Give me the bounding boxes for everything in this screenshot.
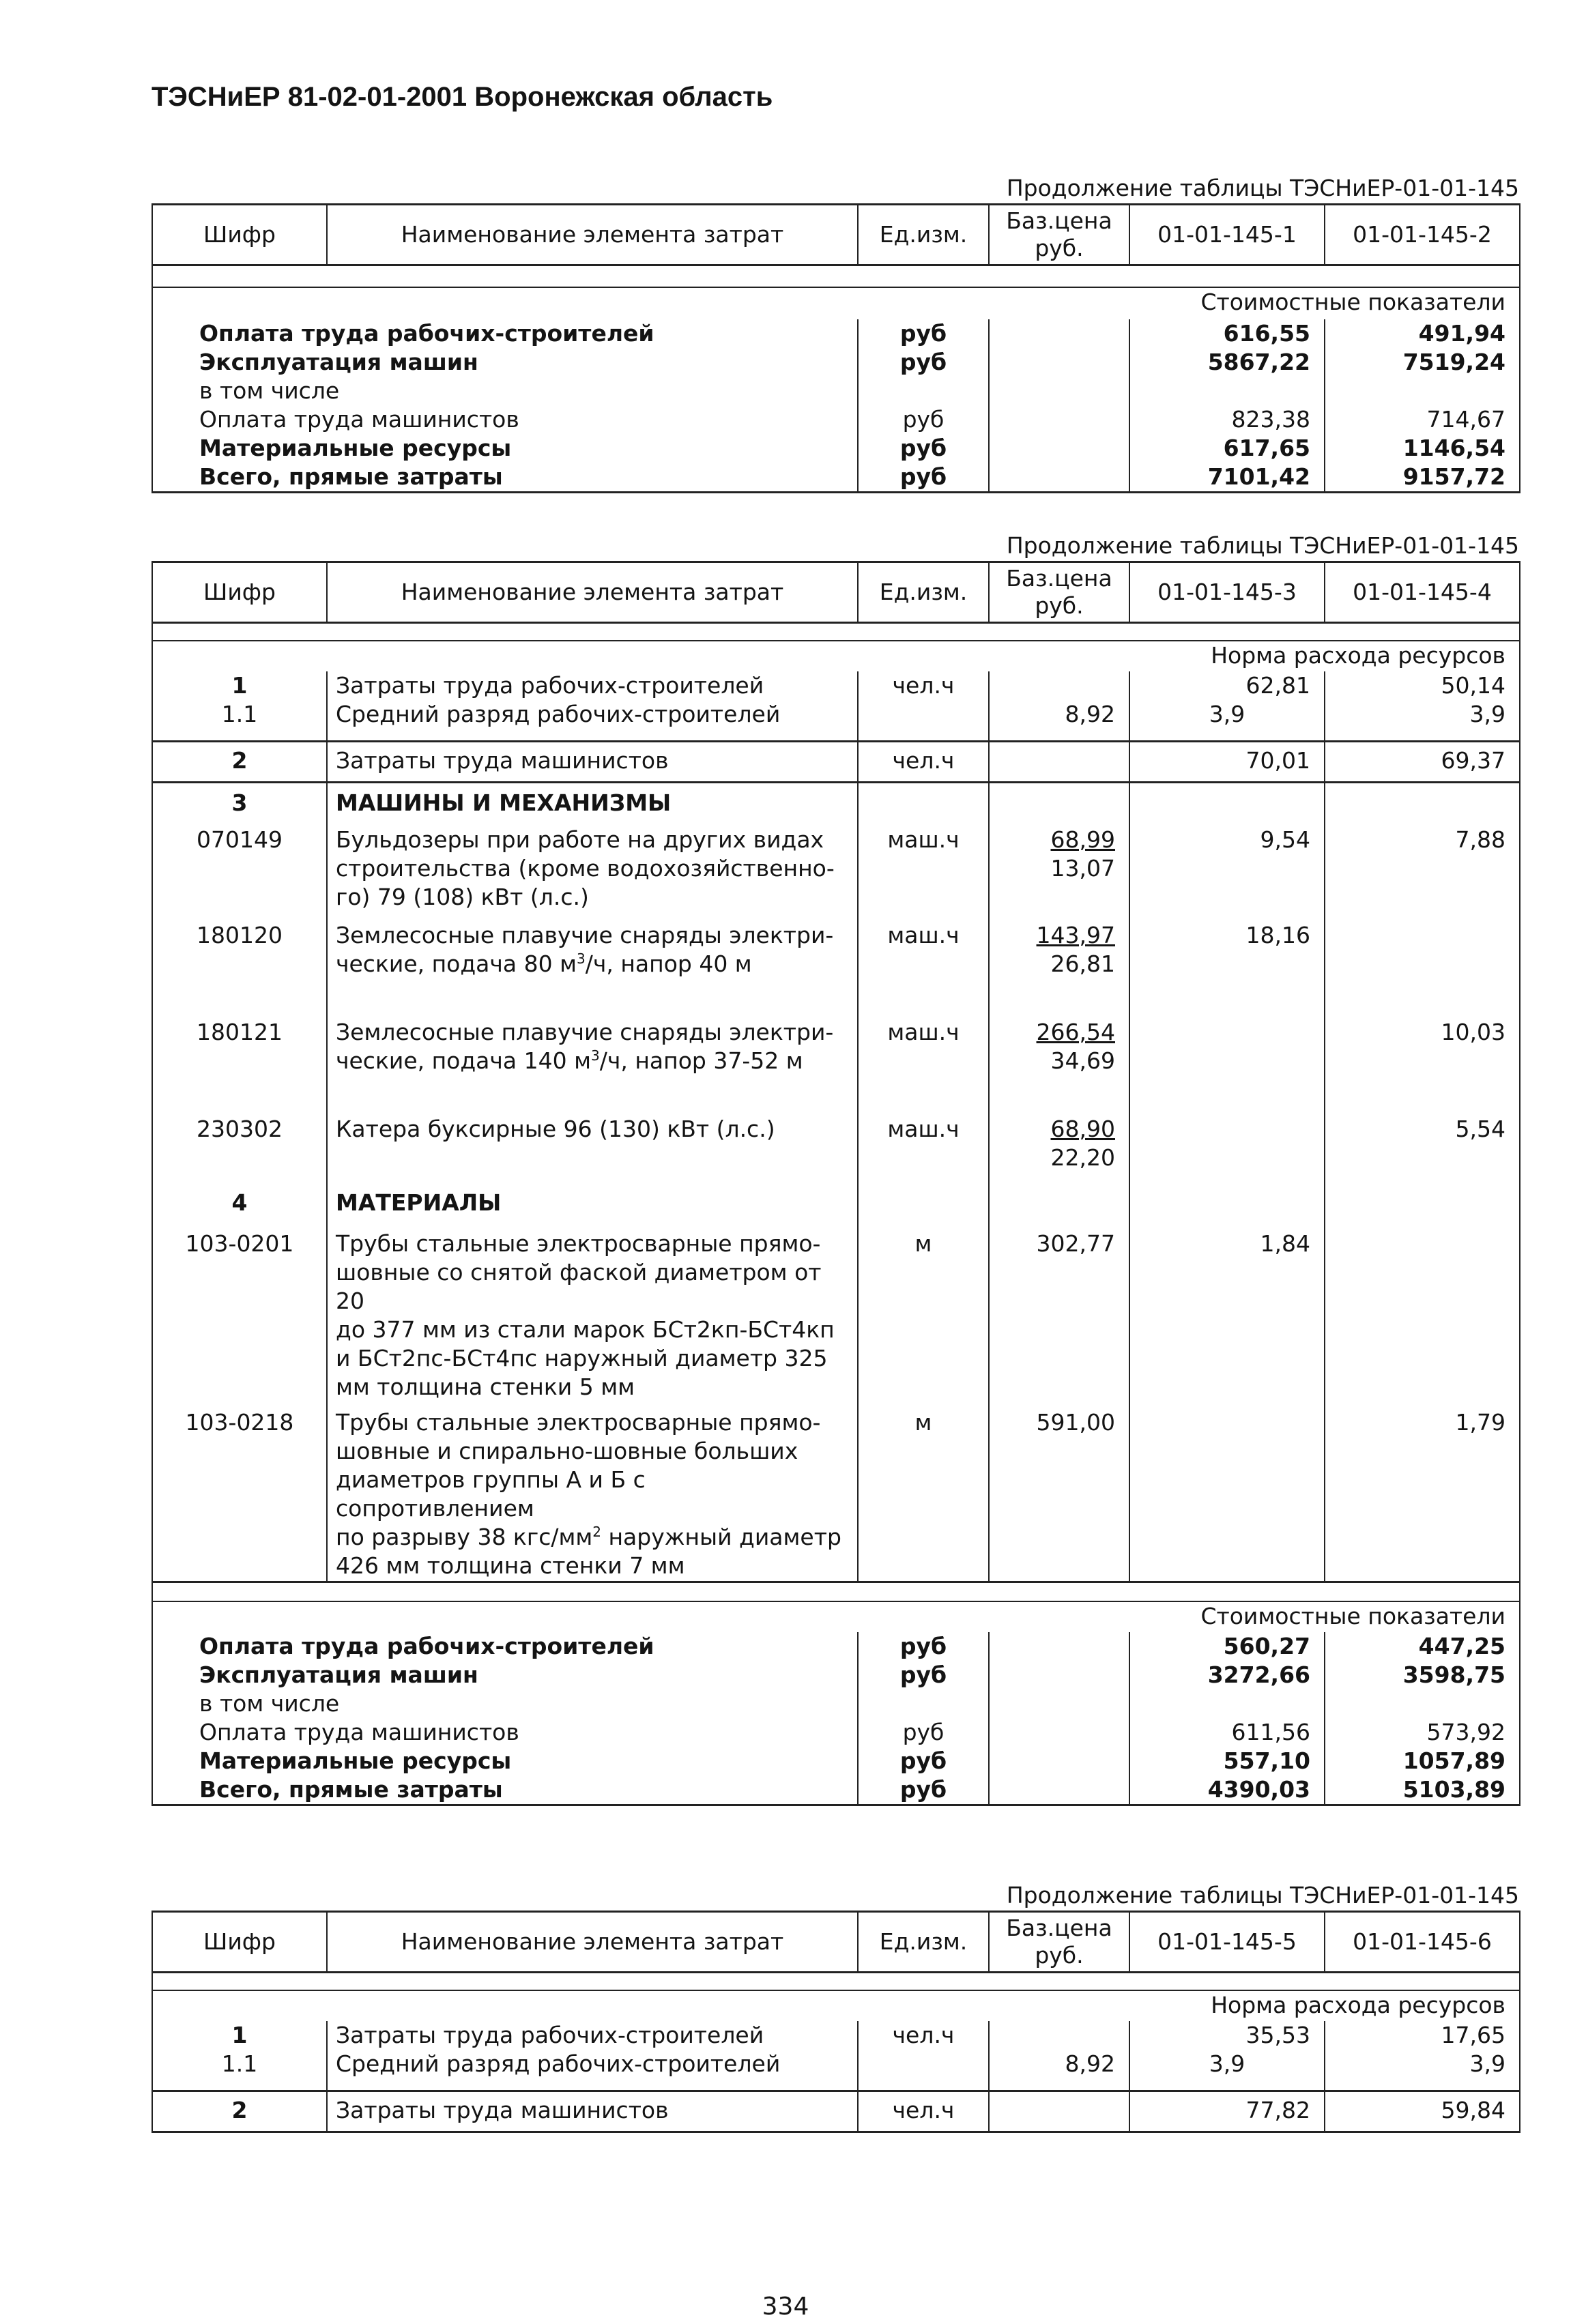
header-col-2: 01-01-145-2 [1325,205,1520,265]
header-base-price: Баз.цена руб. [989,562,1129,623]
header-col-1: 01-01-145-1 [1129,205,1325,265]
header-name: Наименование элемента затрат [327,562,858,623]
section-norm-2: Норма расхода ресурсов [152,641,1520,671]
table-row: 230302 Катера буксирные 96 (130) кВт (л.с.) маш.ч 68,90 22,20 5,54 [152,1115,1520,1189]
table-row: 4 МАТЕРИАЛЫ [152,1189,1520,1230]
section-cost-2: Стоимостные показатели [152,1601,1520,1632]
table-row: 1 Затраты труда рабочих-строителей чел.ч 62,81 50,14 [152,671,1520,700]
table-row: Оплата труда рабочих-строителей руб 560,27 447,25 [152,1632,1520,1661]
table-row: 1 Затраты труда рабочих-строителей чел.ч 35,53 17,65 [152,2021,1520,2050]
table-row: Эксплуатация машин руб 5867,22 7519,24 [152,348,1520,377]
table-row: Оплата труда машинистов руб 823,38 714,67 [152,405,1520,434]
table-continuation-3: Продолжение таблицы ТЭСНиЕР-01-01-145 [1006,1882,1519,1908]
table-row: Всего, прямые затраты руб 7101,42 9157,72 [152,463,1520,493]
cost-table-1 [152,203,1520,493]
table-row: Эксплуатация машин руб 3272,66 3598,75 [152,1661,1520,1689]
table-row: 070149 Бульдозеры при работе на других видах строительства (кроме водохозяйственно- го) 79 (108) кВт (л.с.) маш.ч 68,99 13,07 9,54 7,88 [152,826,1520,921]
header-col-2: 01-01-145-4 [1325,562,1520,623]
header-unit: Ед.изм. [858,562,989,623]
header-base-price: Баз.цена руб. [989,1912,1129,1973]
table-row: 2 Затраты труда машинистов чел.ч 70,01 69,37 [152,741,1520,782]
table-row: в том числе [152,377,1520,405]
header-code: Шифр [152,1912,327,1973]
table-header-row [152,1912,1520,1973]
table-row: 2 Затраты труда машинистов чел.ч 77,82 59,84 [152,2091,1520,2132]
section-cost-1: Стоимостные показатели [152,287,1520,319]
header-base-price: Баз.цена руб. [989,205,1129,265]
table-header-row [152,205,1520,265]
resource-table-2 [152,561,1520,1806]
table-row: 1.1 Средний разряд рабочих-строителей 8,92 3,9 3,9 [152,700,1520,741]
table-row: в том числе [152,1689,1520,1718]
table-header-row [152,562,1520,623]
table-row: Оплата труда машинистов руб 611,56 573,92 [152,1718,1520,1747]
table-row: 180120 Землесосные плавучие снаряды электри- ческие, подача 80 $м^3/ч$, напор 40 м маш.ч 143,97 26,81 18,16 [152,921,1520,1018]
header-code: Шифр [152,205,327,265]
table-row: 3 МАШИНЫ И МЕХАНИЗМЫ [152,782,1520,826]
header-unit: Ед.изм. [858,205,989,265]
table-row: 180121 Землесосные плавучие снаряды электри- ческие, подача 140 $м^3/ч$, напор 37-52 м маш.ч 266,54 34,69 10,03 [152,1018,1520,1115]
table-row: Оплата труда рабочих-строителей руб 616,55 491,94 [152,319,1520,348]
table-row: 103-0218 Трубы стальные электросварные прямо- шовные и спирально-шовные больших диаметров группы А и Б с сопротивлением по разрыву 38 кгс/$мм^2$ наружный диаметр 426 мм толщина стенки 7 мм м 591,00 1,79 [152,1408,1520,1582]
table-row: Материальные ресурсы руб 617,65 1146,54 [152,434,1520,463]
header-unit: Ед.изм. [858,1912,989,1973]
page-number: 334 [762,2293,809,2321]
header-name: Наименование элемента затрат [327,1912,858,1973]
resource-table-3 [152,1911,1520,2133]
section-norm-3: Норма расхода ресурсов [152,1990,1520,2021]
table-continuation-1: Продолжение таблицы ТЭСНиЕР-01-01-145 [1006,175,1519,201]
table-row: 1.1 Средний разряд рабочих-строителей 8,92 3,9 3,9 [152,2050,1520,2091]
header-col-1: 01-01-145-3 [1129,562,1325,623]
header-col-2: 01-01-145-6 [1325,1912,1520,1973]
document-title: ТЭСНиЕР 81-02-01-2001 Воронежская область [152,82,773,112]
table-row: Материальные ресурсы руб 557,10 1057,89 [152,1747,1520,1775]
table-continuation-2: Продолжение таблицы ТЭСНиЕР-01-01-145 [1006,532,1519,559]
header-col-1: 01-01-145-5 [1129,1912,1325,1973]
header-code: Шифр [152,562,327,623]
table-row: Всего, прямые затраты руб 4390,03 5103,89 [152,1775,1520,1805]
header-name: Наименование элемента затрат [327,205,858,265]
table-row: 103-0201 Трубы стальные электросварные прямо- шовные со снятой фаской диаметром от 20 до 377 мм из стали марок БСт2кп-БСт4кп и БСт2пс-БСт4пс наружный диаметр 325 мм толщина стенки 5 мм м 302,77 1,84 [152,1230,1520,1408]
